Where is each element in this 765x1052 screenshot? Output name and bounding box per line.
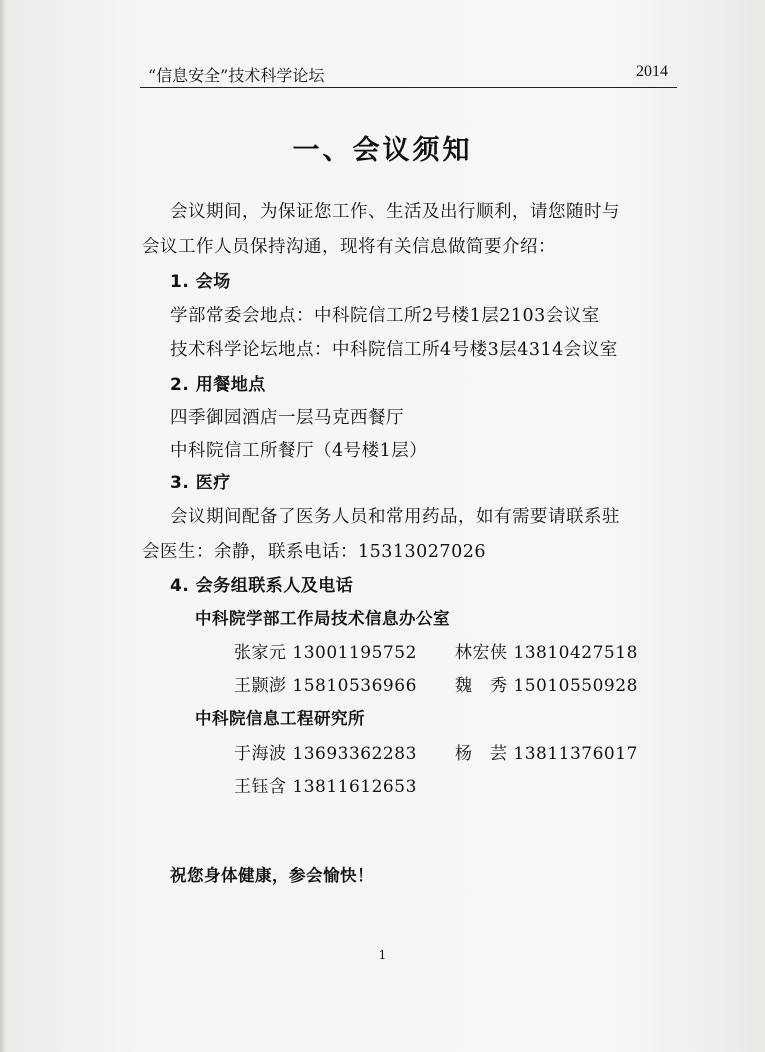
intro-line-1: 会议期间，为保证您工作、生活及出行顺利，请您随时与 [170,202,620,222]
contact-phone: 13811376017 [513,744,638,764]
contact-group-name: 中科院学部工作局技术信息办公室 [195,609,450,628]
contact-name: 于海波 [234,744,287,764]
contact-phone: 13810427518 [513,643,638,663]
intro-line-2: 会议工作人员保持沟通，现将有关信息做简要介绍： [142,237,556,257]
medical-line-2: 会医生：余静，联系电话：15313027026 [142,542,486,562]
page-number: 1 [378,948,387,962]
contact-group-name: 中科院信息工程研究所 [195,709,365,728]
contact-name: 魏 秀 [455,676,508,696]
closing-remark: 祝您身体健康，参会愉快！ [170,866,374,885]
contact-phone: 15010550928 [513,676,638,696]
header-year: 2014 [636,63,668,80]
dining-line-2: 中科院信工所餐厅（4号楼1层） [170,441,428,461]
contact-phone: 13693362283 [292,744,417,764]
contact-entry [455,671,638,696]
venue-line-2: 技术科学论坛地点：中科院信工所4号楼3层4314会议室 [170,340,618,360]
contact-name: 王钰含 [234,777,287,797]
section-heading-contacts: 4. 会务组联系人及电话 [170,576,354,596]
running-header [148,63,668,85]
contact-name: 杨 芸 [455,744,508,764]
venue-line-1: 学部常委会地点：中科院信工所2号楼1层2103会议室 [170,306,600,326]
contact-name: 王颢澎 [234,676,287,696]
contact-phone: 13811612653 [292,777,417,797]
contact-entry [455,638,638,663]
contact-entry [234,671,417,696]
contact-entry [234,739,417,764]
contact-name: 林宏侠 [455,643,508,663]
header-title: “信息安全”技术科学论坛 [148,66,325,85]
section-heading-medical: 3. 医疗 [170,473,231,493]
contact-entry [234,638,417,663]
section-heading-dining: 2. 用餐地点 [170,375,266,395]
contact-entry [455,739,638,764]
contact-entry [234,772,417,797]
medical-line-1: 会议期间配备了医务人员和常用药品，如有需要请联系驻 [170,507,620,527]
contact-name: 张家元 [234,643,287,663]
dining-line-1: 四季御园酒店一层马克西餐厅 [170,408,404,428]
contact-phone: 15810536966 [292,676,417,696]
header-rule [140,87,677,88]
page-title: 一、会议须知 [292,135,473,166]
contact-phone: 13001195752 [292,643,417,663]
section-heading-venue: 1. 会场 [170,272,231,292]
